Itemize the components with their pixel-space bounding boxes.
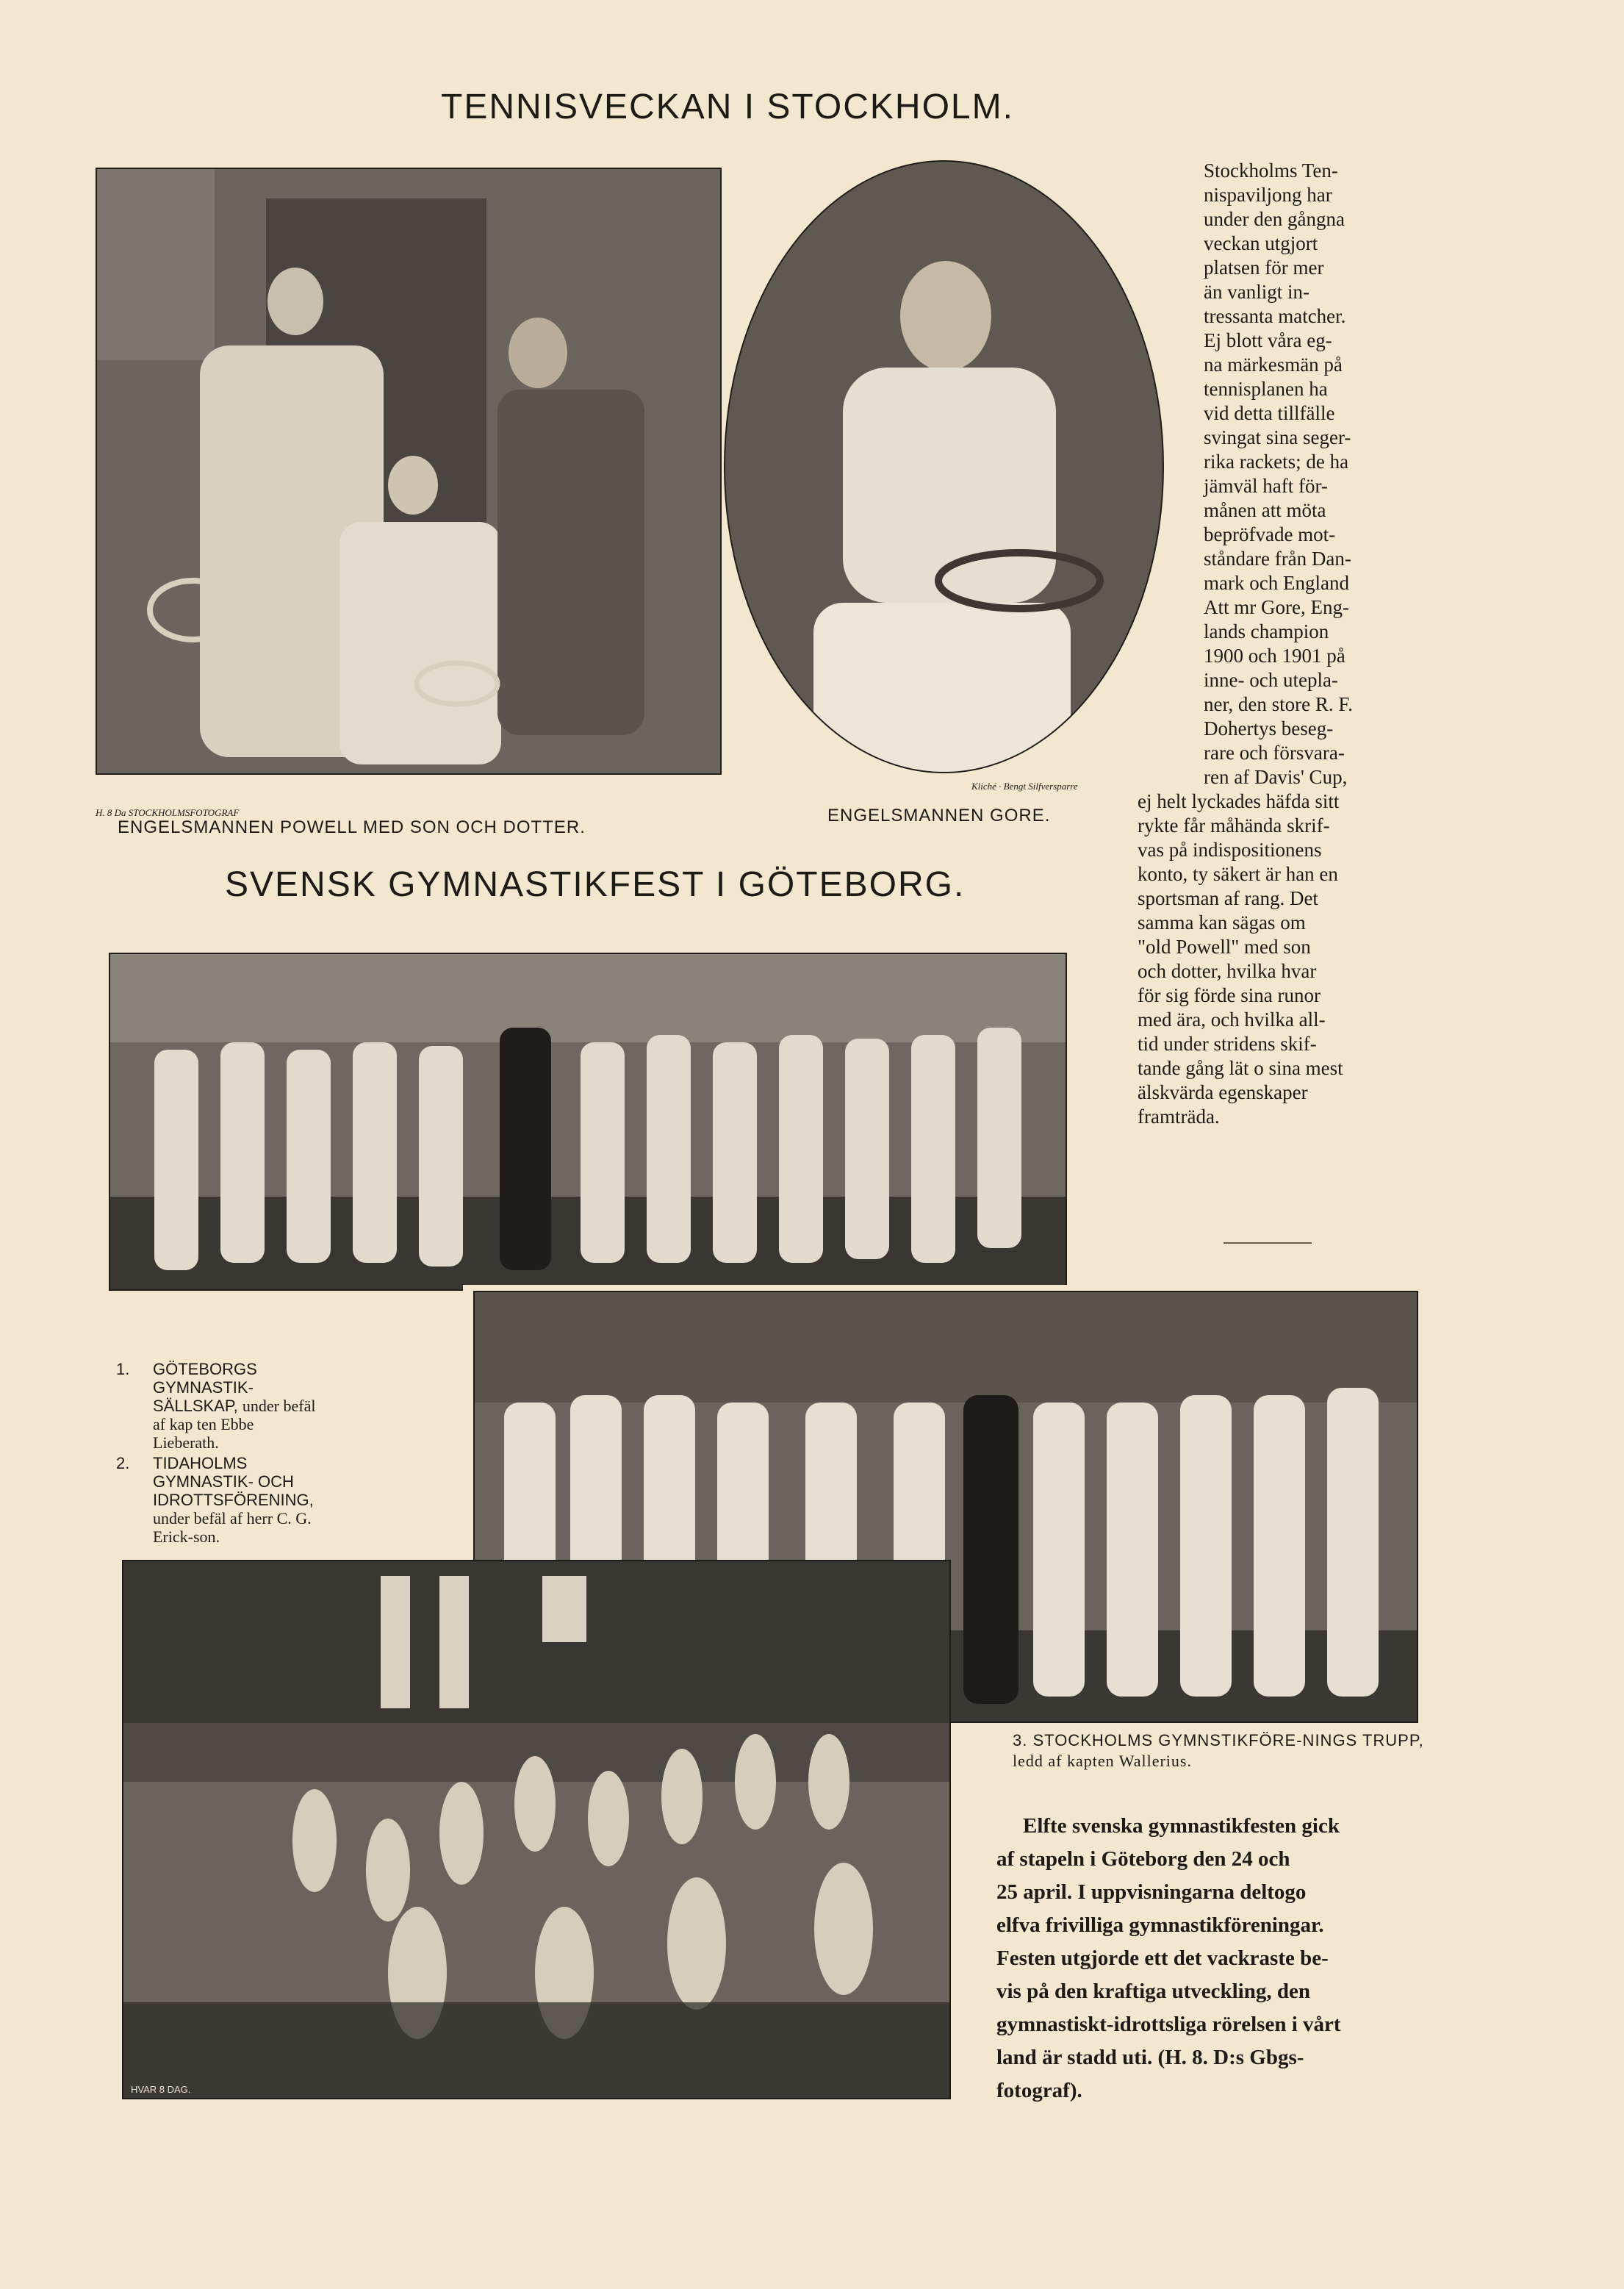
photo-powell-caption: ENGELSMANNEN POWELL MED SON OCH DOTTER. — [118, 817, 586, 837]
tennis-line: 1900 och 1901 på — [1204, 645, 1345, 667]
tennis-line: framträda. — [1138, 1106, 1220, 1128]
tennis-line: än vanligt in- — [1204, 281, 1309, 303]
tennis-line: ren af Davis' Cup, — [1204, 766, 1348, 788]
tennis-line: nispaviljong har — [1204, 184, 1332, 206]
tennis-line: och dotter, hvilka hvar — [1138, 960, 1317, 982]
end-rule — [1224, 1242, 1312, 1244]
tennis-line: ej helt lyckades häfda sitt — [1138, 790, 1340, 812]
article-line: land är stadd uti. (H. 8. D:s Gbgs- — [996, 2046, 1304, 2069]
caption-title: GÖTEBORGS GYMNASTIK-SÄLLSKAP, — [153, 1360, 257, 1415]
tennis-article — [1138, 159, 1417, 1129]
caption-item-2 — [116, 1454, 337, 1546]
tennis-line: månen att möta — [1204, 499, 1326, 521]
tennis-line: rare och försvara- — [1204, 742, 1345, 764]
tennis-line: ståndare från Dan- — [1204, 548, 1351, 570]
tennis-line: med ära, och hvilka all- — [1138, 1009, 1326, 1031]
article-line: fotograf). — [996, 2079, 1082, 2102]
caption-item-1 — [116, 1360, 337, 1452]
tennis-line: jämväl haft för- — [1204, 475, 1328, 497]
photo-powell-credit: H. 8 Da STOCKHOLMSFOTOGRAF — [96, 807, 240, 818]
article-line: Festen utgjorde ett det vackraste be- — [996, 1946, 1329, 1970]
tennis-line: tennisplanen ha — [1204, 378, 1328, 400]
article-line: elfva frivilliga gymnastikföreningar. — [996, 1913, 1324, 1937]
caption-title: STOCKHOLMS GYMNSTIKFÖRE-NINGS TRUPP, — [1032, 1731, 1424, 1749]
tennis-line: vid detta tillfälle — [1204, 402, 1335, 424]
section-title-gymnastics: SVENSK GYMNASTIKFEST I GÖTEBORG. — [225, 865, 966, 904]
tennis-line: rika rackets; de ha — [1204, 451, 1349, 473]
tennis-line: samma kan sägas om — [1138, 911, 1306, 934]
page-title: TENNISVECKAN I STOCKHOLM. — [441, 87, 1014, 126]
gymnastics-article — [996, 1810, 1430, 2107]
photo-gore — [724, 160, 1164, 773]
tennis-line: vas på indispositionens — [1138, 839, 1322, 861]
caption-title: TIDAHOLMS GYMNASTIK- OCH IDROTTSFÖRENING, — [153, 1454, 314, 1509]
tennis-line: "old Powell" med son — [1138, 936, 1311, 958]
caption-number: 2. — [116, 1454, 130, 1472]
tennis-line: inne- och utepla- — [1204, 669, 1338, 691]
tennis-line: na märkesmän på — [1204, 354, 1343, 376]
tennis-line: Dohertys beseg- — [1204, 717, 1334, 739]
caption-number: 1. — [116, 1360, 130, 1378]
article-line: vis på den kraftiga utveckling, den — [996, 1980, 1310, 2003]
photo-powell-family — [96, 168, 722, 775]
tennis-line: Ej blott våra eg- — [1204, 329, 1332, 351]
article-line: af stapeln i Göteborg den 24 och — [996, 1847, 1290, 1871]
tennis-line: rykte får måhända skrif- — [1138, 814, 1330, 837]
tennis-line: tande gång lät o sina mest — [1138, 1057, 1343, 1079]
photo-gymnastics-hall — [122, 1560, 951, 2099]
article-line: 25 april. I uppvisningarna deltogo — [996, 1880, 1307, 1904]
tennis-line: platsen för mer — [1204, 257, 1324, 279]
tennis-line: Att mr Gore, Eng- — [1204, 596, 1349, 618]
tennis-line: under den gångna — [1204, 208, 1345, 230]
photo-goteborg-team — [109, 953, 1067, 1291]
tennis-line: ner, den store R. F. — [1204, 693, 1353, 715]
caption-text: under befäl af herr C. G. Erick-son. — [153, 1509, 312, 1546]
caption-text: under befäl af kap ten Ebbe Lieberath. — [153, 1397, 316, 1452]
tennis-line: svingat sina seger- — [1204, 426, 1351, 448]
tennis-line: veckan utgjort — [1204, 232, 1318, 254]
tennis-line: tressanta matcher. — [1204, 305, 1346, 327]
caption-number: 3. — [1013, 1731, 1028, 1749]
tennis-line: för sig förde sina runor — [1138, 984, 1321, 1006]
photo-gore-caption: ENGELSMANNEN GORE. — [827, 806, 1051, 825]
tennis-line: mark och England — [1204, 572, 1349, 594]
tennis-line: tid under stridens skif- — [1138, 1033, 1317, 1055]
article-line: gymnastiskt-idrottsliga rörelsen i vårt — [996, 2013, 1341, 2036]
tennis-line: lands champion — [1204, 620, 1329, 642]
tennis-line: konto, ty säkert är han en — [1138, 863, 1338, 885]
photo-gore-credit: Kliché · Bengt Silfversparre — [971, 781, 1078, 792]
tennis-line: älskvärda egenskaper — [1138, 1081, 1308, 1103]
tennis-line: bepröfvade mot- — [1204, 523, 1336, 545]
caption-text: ledd af kapten Wallerius. — [1013, 1752, 1192, 1770]
article-line: Elfte svenska gymnastikfesten gick — [1023, 1814, 1340, 1838]
tennis-line: Stockholms Ten- — [1204, 160, 1338, 182]
caption-item-3 — [1013, 1730, 1424, 1772]
photo-hall-credit: HVAR 8 DAG. — [131, 2084, 191, 2095]
tennis-line: sportsman af rang. Det — [1138, 887, 1318, 909]
